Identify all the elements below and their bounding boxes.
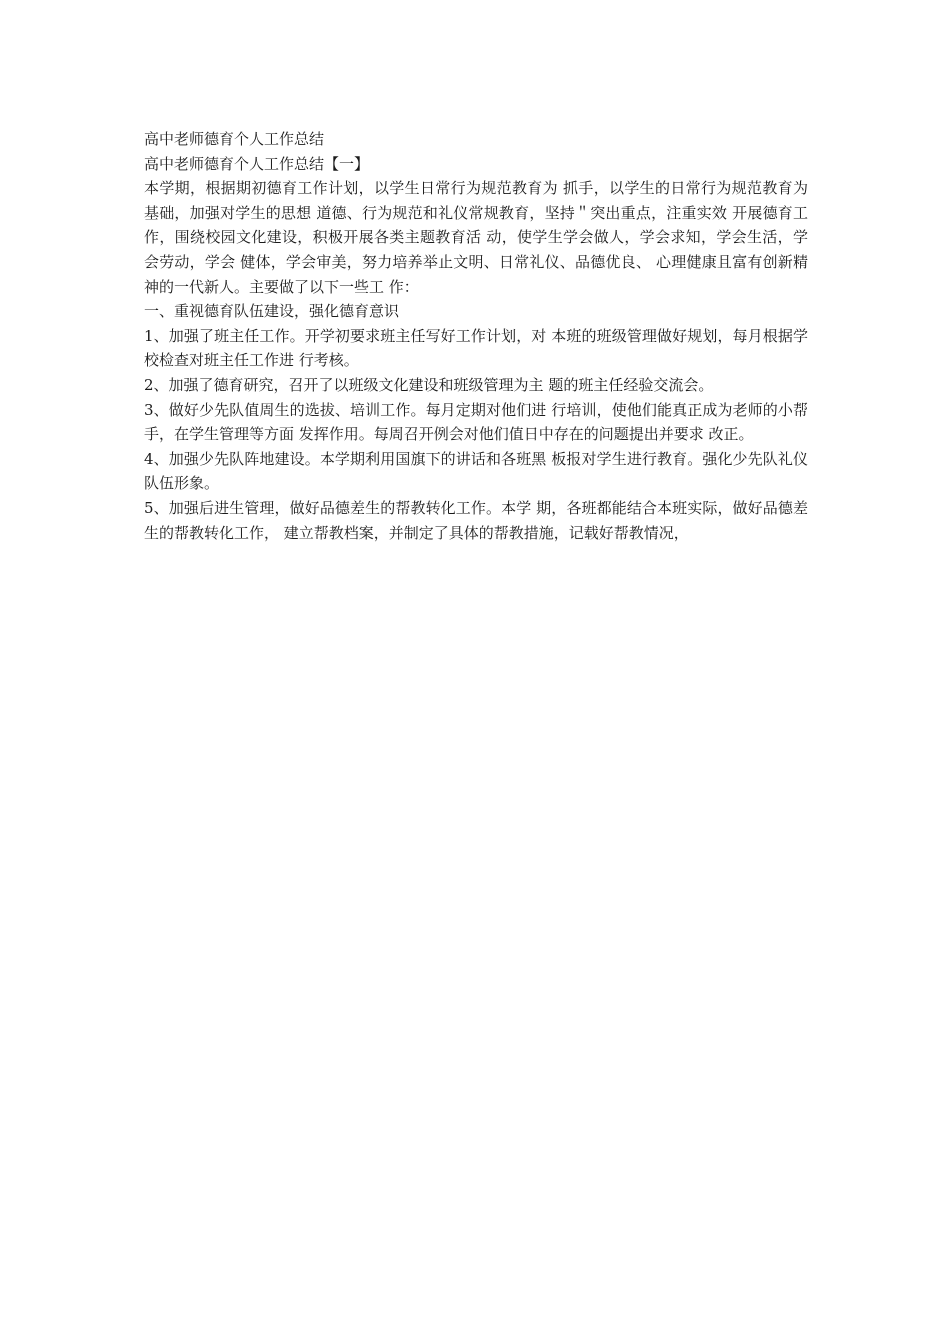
document-subtitle: 高中老师德育个人工作总结【一】	[144, 154, 370, 173]
document-body	[144, 127, 808, 545]
document-title: 高中老师德育个人工作总结	[144, 130, 325, 148]
section-heading: 一、重视德育队伍建设，强化德育意识	[144, 302, 400, 321]
intro-paragraph: 本学期，根据期初德育工作计划，以学生日常行为规范教育为 抓手，以学生的日常行为规范教育为基础，加强对学生的思想 道德、行为规范和礼仪常规教育，坚持＂突出重点，注重实效 开展德育工作，围绕校园文化建设，积极开展各类主题教育活 动，使学生学会做人，学会求知，学会生活，学会劳动，学会 健体，学会审美，努力培养举止文明、日常礼仪、品德优良、 心理健康且富有创新精神的一代新人。主要做了以下一些工 作：	[144, 179, 808, 296]
list-item: 2、加强了德育研究，召开了以班级文化建设和班级管理为主 题的班主任经验交流会。	[144, 375, 714, 394]
list-item: 1、加强了班主任工作。开学初要求班主任写好工作计划，对 本班的班级管理做好规划，每月根据学校检查对班主任工作进 行考核。	[144, 326, 808, 370]
list-item: 3、做好少先队值周生的选拔、培训工作。每月定期对他们进 行培训，使他们能真正成为老师的小帮手，在学生管理等方面 发挥作用。每周召开例会对他们值日中存在的问题提出并要求 改正。	[144, 400, 808, 444]
list-item: 5、加强后进生管理，做好品德差生的帮教转化工作。本学 期，各班都能结合本班实际，做好品德差生的帮教转化工作， 建立帮教档案，并制定了具体的帮教措施，记载好帮教情况，	[144, 498, 808, 542]
list-item: 4、加强少先队阵地建设。本学期利用国旗下的讲话和各班黑 板报对学生进行教育。强化少先队礼仪队伍形象。	[144, 449, 808, 493]
